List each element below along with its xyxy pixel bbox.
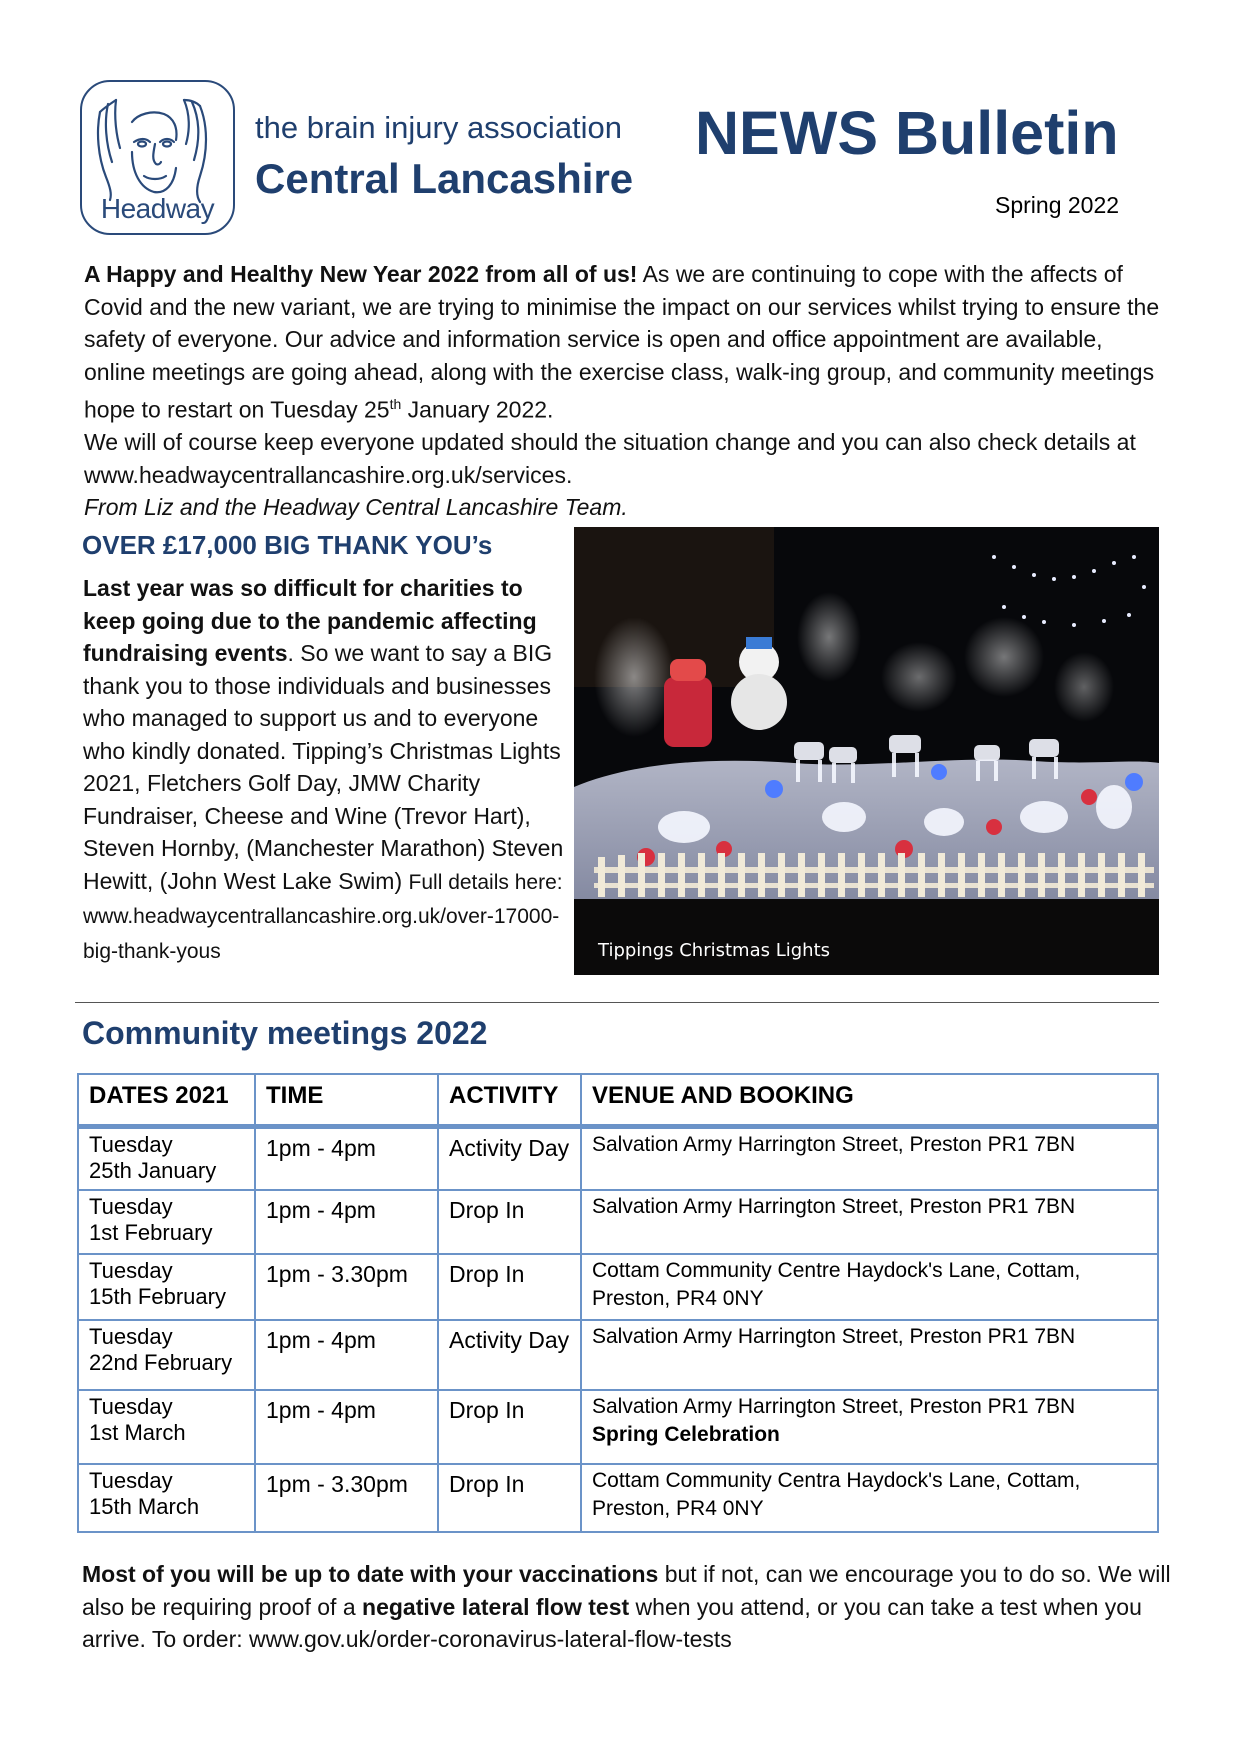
activity-cell: Drop In bbox=[438, 1464, 581, 1532]
activity-cell: Drop In bbox=[438, 1390, 581, 1464]
date-text: 1st March bbox=[89, 1420, 186, 1445]
intro-lead: A Happy and Healthy New Year 2022 from all of us! bbox=[84, 261, 638, 287]
column-header-dates: DATES 2021 bbox=[78, 1074, 255, 1126]
vaccination-strong: Most of you will be up to date with your vaccinations bbox=[82, 1561, 659, 1587]
lateral-flow-strong: negative lateral flow test bbox=[362, 1593, 630, 1620]
table-row bbox=[78, 1190, 1158, 1254]
lateral-flow-text: when you attend, or you can take a test when you arrive. To order: www.gov.uk/order-coronavirus-lateral-flow-tests bbox=[82, 1593, 1142, 1652]
intro-paragraph bbox=[84, 258, 1164, 426]
activity-cell: Activity Day bbox=[438, 1126, 581, 1190]
activity-cell: Activity Day bbox=[438, 1320, 581, 1390]
thanks-heading: OVER £17,000 BIG THANK YOU’s bbox=[82, 530, 493, 560]
table-header-row bbox=[78, 1074, 1158, 1126]
table-row bbox=[78, 1464, 1158, 1532]
intro-update: We will of course keep everyone updated should the situation change and you can also check details at www.headwaycentrallancashire.org.uk/services. bbox=[84, 429, 1136, 488]
photo-caption: Tippings Christmas Lights bbox=[598, 940, 831, 961]
time-cell: 1pm - 3.30pm bbox=[255, 1464, 438, 1532]
date-cell bbox=[78, 1190, 255, 1254]
date-text: 15th March bbox=[89, 1494, 200, 1519]
date-cell bbox=[78, 1464, 255, 1532]
meetings-heading: Community meetings 2022 bbox=[82, 1015, 488, 1051]
time-cell: 1pm - 4pm bbox=[255, 1320, 438, 1390]
table-row bbox=[78, 1254, 1158, 1320]
christmas-lights-photo bbox=[574, 527, 1159, 975]
time-cell: 1pm - 3.30pm bbox=[255, 1254, 438, 1320]
day-text: Tuesday bbox=[89, 1394, 173, 1419]
date-text: 25th January bbox=[89, 1157, 217, 1183]
venue-cell bbox=[581, 1254, 1158, 1320]
column-header-activity: ACTIVITY bbox=[438, 1074, 581, 1126]
photo-scene bbox=[574, 527, 1159, 975]
event-note: Spring Celebration bbox=[592, 1423, 780, 1446]
date-text: 22nd February bbox=[89, 1350, 233, 1375]
day-text: Tuesday bbox=[89, 1194, 173, 1219]
date-text: 15th February bbox=[89, 1284, 226, 1309]
venue-text: Cottam Community Centre Haydock's Lane, Cottam, Preston, PR4 0NY bbox=[592, 1259, 1081, 1310]
table-row bbox=[78, 1320, 1158, 1390]
issue-date: Spring 2022 bbox=[995, 192, 1120, 218]
venue-cell bbox=[581, 1126, 1158, 1190]
page-title: NEWS Bulletin bbox=[695, 99, 1119, 167]
time-cell: 1pm - 4pm bbox=[255, 1126, 438, 1190]
table-row bbox=[78, 1126, 1158, 1190]
thanks-details-link: Full details here: www.headwaycentrallancashire.org.uk/over-17000-big-thank-yous bbox=[83, 870, 563, 963]
vaccination-text: but if not, can we encourage you to do so. We will also be requiring proof of a bbox=[82, 1561, 1171, 1620]
date-cell bbox=[78, 1254, 255, 1320]
column-header-time: TIME bbox=[255, 1074, 438, 1126]
headway-logo bbox=[80, 80, 235, 235]
page-header bbox=[0, 0, 1240, 250]
thanks-strong: Last year was so difficult for charities to keep going due to the pandemic affecting fundraising events bbox=[83, 575, 537, 666]
logo-wordmark: Headway bbox=[100, 193, 215, 224]
table-row bbox=[78, 1390, 1158, 1464]
time-cell: 1pm - 4pm bbox=[255, 1390, 438, 1464]
venue-text: Salvation Army Harrington Street, Preston PR1 7BN bbox=[592, 1325, 1076, 1348]
activity-cell: Drop In bbox=[438, 1190, 581, 1254]
venue-cell bbox=[581, 1190, 1158, 1254]
intro-body: As we are continuing to cope with the affects of Covid and the new variant, we are trying to minimise the impact on our services whilst trying to ensure the safety of everyone. Our advice and information service is open and office appointment are available, online meetings are going ahead, along with the exercise class, walk-ing group, and community meetings hope to restart on Tuesday 25 bbox=[84, 261, 1160, 423]
activity-cell: Drop In bbox=[438, 1254, 581, 1320]
time-cell: 1pm - 4pm bbox=[255, 1190, 438, 1254]
vaccination-note bbox=[82, 1558, 1172, 1656]
venue-cell bbox=[581, 1464, 1158, 1532]
venue-cell bbox=[581, 1320, 1158, 1390]
org-tagline: the brain injury association bbox=[255, 110, 623, 145]
intro-section bbox=[84, 258, 1164, 524]
org-name: Central Lancashire bbox=[255, 155, 634, 202]
venue-cell bbox=[581, 1390, 1158, 1464]
venue-text: Salvation Army Harrington Street, Preston PR1 7BN bbox=[592, 1395, 1076, 1418]
intro-body-end: January 2022. bbox=[401, 396, 554, 423]
date-cell bbox=[78, 1126, 255, 1190]
day-text: Tuesday bbox=[89, 1258, 173, 1283]
venue-text: Salvation Army Harrington Street, Preston PR1 7BN bbox=[592, 1132, 1076, 1156]
intro-signoff: From Liz and the Headway Central Lancashire Team. bbox=[84, 494, 628, 521]
thanks-paragraph bbox=[83, 572, 573, 968]
day-text: Tuesday bbox=[89, 1468, 173, 1493]
intro-superscript: th bbox=[389, 396, 402, 412]
date-text: 1st February bbox=[89, 1220, 213, 1245]
venue-text: Salvation Army Harrington Street, Preston PR1 7BN bbox=[592, 1195, 1076, 1218]
column-header-venue: VENUE AND BOOKING bbox=[581, 1074, 1158, 1126]
venue-text: Cottam Community Centra Haydock's Lane, Cottam, Preston, PR4 0NY bbox=[592, 1469, 1081, 1520]
day-text: Tuesday bbox=[89, 1131, 173, 1157]
day-text: Tuesday bbox=[89, 1324, 173, 1349]
section-divider bbox=[75, 1002, 1159, 1003]
thanks-body: . So we want to say a BIG thank you to those individuals and businesses who managed to support us and to everyone who kindly donated. Tipping’s Christmas Lights 2021, Fletchers Golf Day, JMW Charity Fundraiser, Cheese and Wine (Trevor Hart), Steven Hornby, (Manchester Marathon) Steven Hewitt, (John West Lake Swim) bbox=[83, 640, 564, 894]
meetings-table bbox=[77, 1073, 1159, 1533]
date-cell bbox=[78, 1320, 255, 1390]
date-cell bbox=[78, 1390, 255, 1464]
